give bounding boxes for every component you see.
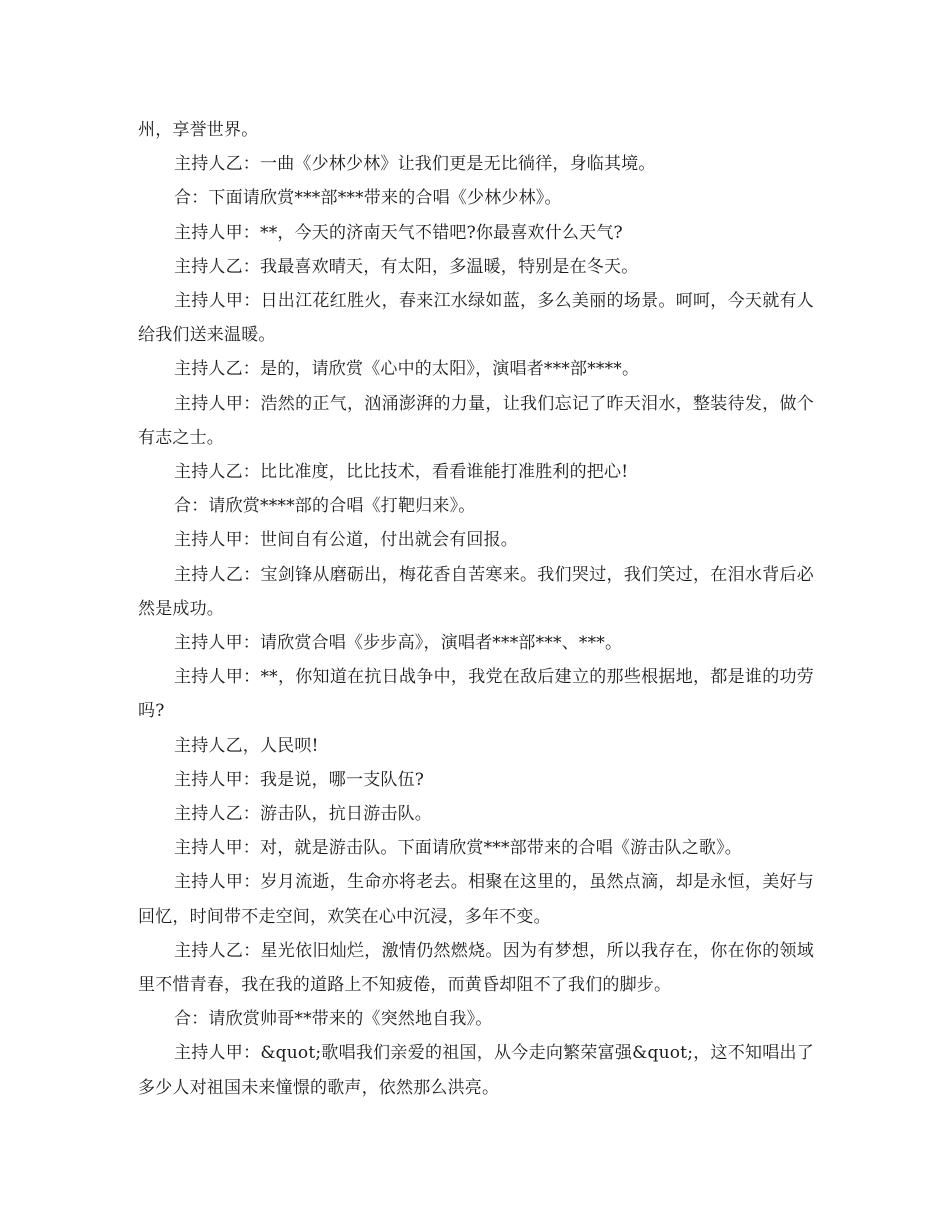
paragraph: 主持人甲：日出江花红胜火，春来江水绿如蓝，多么美丽的场景。呵呵，今天就有人给我们送来温暖。 [138, 291, 814, 346]
paragraph: 合：请欣赏****部的合唱《打靶归来》。 [174, 496, 476, 517]
paragraph: 州，享誉世界。 [138, 120, 259, 140]
paragraph: 主持人乙：游击队，抗日游击队。 [174, 804, 432, 825]
paragraph: 主持人甲：**，今天的济南天气不错吧?你最喜欢什么天气? [174, 222, 623, 243]
paragraph: 主持人乙：星光依旧灿烂，激情仍然燃烧。因为有梦想，所以我存在，你在你的领域里不惜青春，我在我的道路上不知疲倦，而黄昏却阻不了我们的脚步。 [138, 940, 814, 996]
paragraph: 主持人乙：是的，请欣赏《心中的太阳》，演唱者***部****。 [174, 359, 640, 380]
paragraph: 主持人甲：岁月流逝，生命亦将老去。相聚在这里的，虽然点滴，却是永恒，美好与回忆，时间带不走空间，欢笑在心中沉浸，多年不变。 [138, 872, 814, 927]
paragraph: 主持人乙：一曲《少林少林》让我们更是无比徜徉，身临其境。 [174, 154, 656, 175]
paragraph: 主持人乙：比比准度，比比技术，看看谁能打准胜利的把心! [174, 462, 629, 483]
paragraph: 主持人甲：对，就是游击队。下面请欣赏***部带来的合唱《游击队之歌》。 [174, 838, 742, 859]
paragraph: 主持人甲：请欣赏合唱《步步高》，演唱者***部***、***。 [174, 633, 623, 654]
paragraph: 主持人甲：**，你知道在抗日战争中，我党在敌后建立的那些根据地，都是谁的功劳吗? [138, 667, 814, 722]
paragraph: 主持人甲：世间自有公道，付出就会有回报。 [174, 530, 518, 551]
paragraph: 主持人甲：我是说，哪一支队伍? [174, 769, 425, 790]
paragraph: 主持人甲：&quot;歌唱我们亲爱的祖国，从今走向繁荣富强&quot;，这不知唱出了多少人对祖国未来憧憬的歌声，依然那么洪亮。 [138, 1043, 814, 1098]
paragraph: 主持人甲：浩然的正气，汹涌澎湃的力量，让我们忘记了昨天泪水，整装待发，做个有志之士。 [138, 393, 814, 448]
document-body [138, 113, 814, 1105]
paragraph: 主持人乙：宝剑锋从磨砺出，梅花香自苦寒来。我们哭过，我们笑过，在泪水背后必然是成功。 [138, 564, 814, 619]
paragraph: 合：下面请欣赏***部***带来的合唱《少林少林》。 [174, 188, 562, 209]
paragraph: 合：请欣赏帅哥**带来的《突然地自我》。 [174, 1009, 493, 1030]
paragraph: 主持人乙：我最喜欢晴天，有太阳，多温暖，特别是在冬天。 [174, 256, 639, 277]
paragraph: 主持人乙，人民呗! [174, 735, 319, 756]
